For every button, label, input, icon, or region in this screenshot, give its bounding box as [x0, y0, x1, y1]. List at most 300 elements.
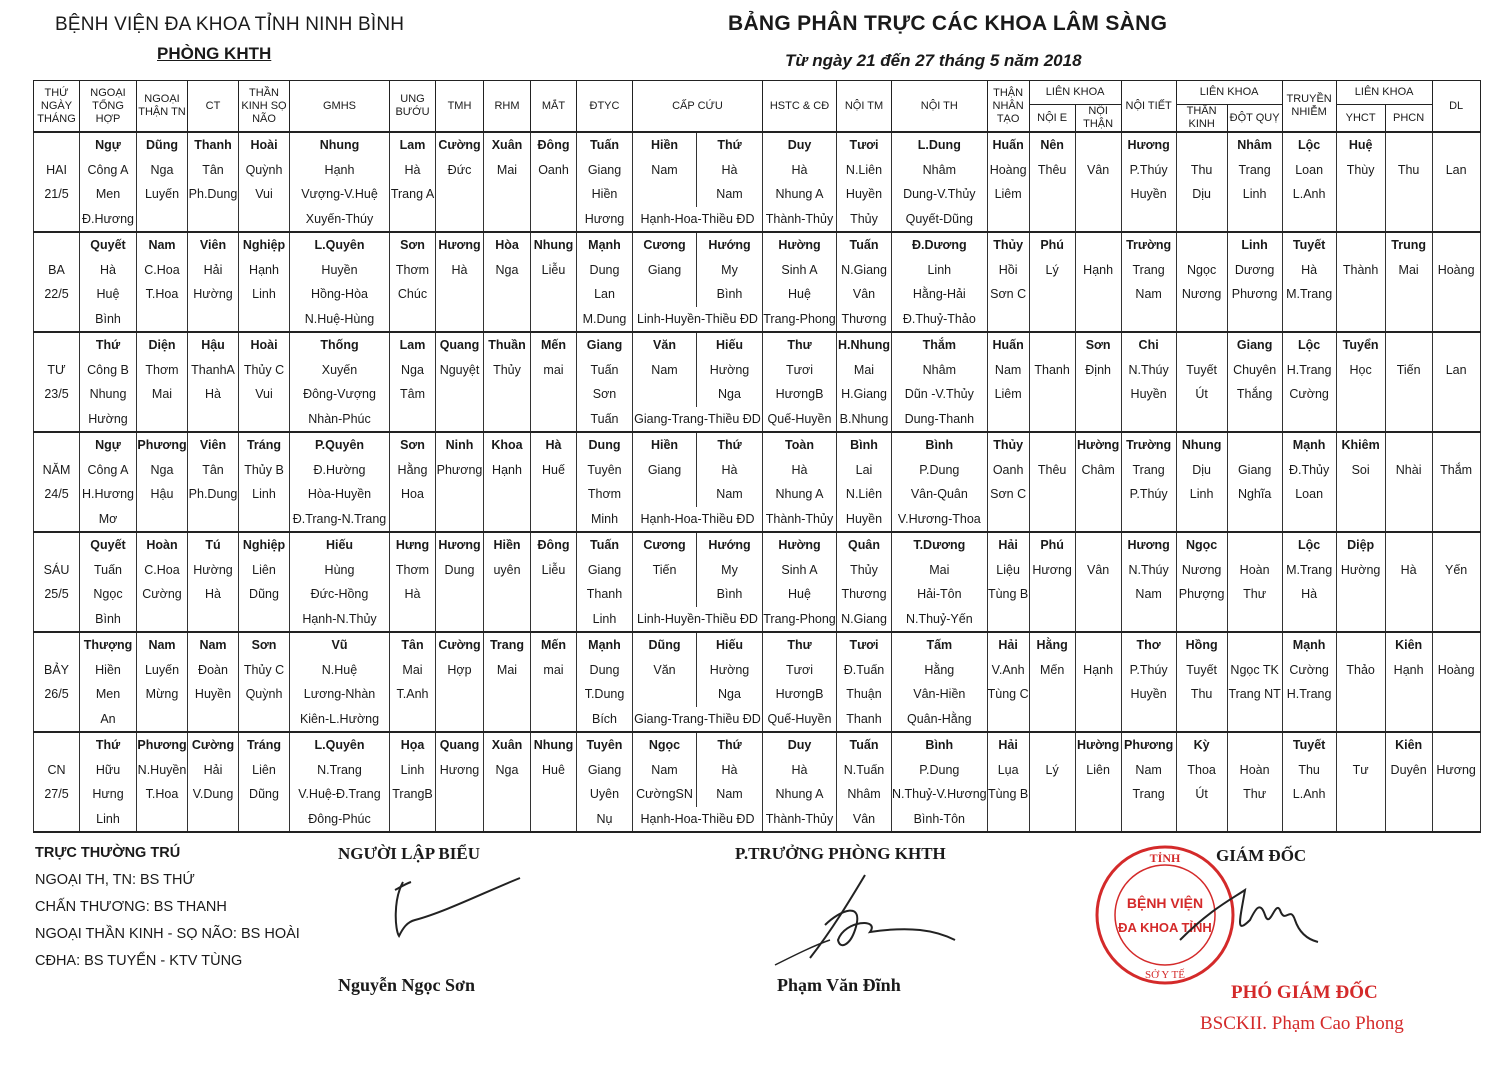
duty-cell: Tuyên [577, 458, 633, 483]
duty-cell: Đoàn [188, 658, 239, 683]
duty-cell: Thủy B [239, 458, 290, 483]
duty-cell [1432, 482, 1480, 507]
schedule-row [34, 158, 1481, 183]
duty-cell [1227, 507, 1282, 533]
col-dot-quy: ĐỘT QUỴ [1227, 105, 1282, 133]
duty-cell [188, 407, 239, 433]
duty-cell: Ngọc [633, 732, 697, 758]
duty-cell [436, 307, 484, 333]
duty-cell [1029, 482, 1075, 507]
duty-cell: Trang [1121, 782, 1176, 807]
col-ngoai-tn: NGOẠI THẬN TN [137, 81, 188, 133]
duty-cell: Hương [1121, 132, 1176, 158]
duty-cell: B.Nhung [837, 407, 892, 433]
duty-cell: Nhâm [1227, 132, 1282, 158]
day-cell [34, 707, 80, 733]
duty-cell [1121, 307, 1176, 333]
duty-cell: Linh [577, 607, 633, 633]
schedule-row [34, 307, 1481, 333]
duty-cell [188, 507, 239, 533]
duty-cell [1075, 182, 1121, 207]
duty-cell: Linh [1227, 182, 1282, 207]
duty-cell: CườngSN [633, 782, 697, 807]
duty-cell [1227, 407, 1282, 433]
duty-cell: Tùng B [987, 782, 1029, 807]
duty-cell [1029, 407, 1075, 433]
duty-cell [484, 607, 531, 633]
duty-cell: Thủy [837, 207, 892, 233]
duty-cell: Hiền [484, 532, 531, 558]
duty-cell [1227, 607, 1282, 633]
duty-cell [1176, 407, 1227, 433]
duty-cell: Đ.Dương [892, 232, 988, 258]
duty-cell: Nam [697, 782, 763, 807]
duty-cell: Hương [1029, 558, 1075, 583]
duty-cell: P.Quyên [290, 432, 390, 458]
duty-cell: Hậu [188, 332, 239, 358]
duty-cell: Linh-Huyền-Thiều ĐD [633, 307, 763, 333]
duty-cell: Nhung [531, 732, 577, 758]
duty-cell: Ngọc [80, 582, 137, 607]
duty-cell [1176, 132, 1227, 158]
duty-cell: N.Giang [837, 258, 892, 283]
duty-cell [1432, 382, 1480, 407]
duty-cell: Hữu [80, 758, 137, 783]
duty-cell: Nam [633, 758, 697, 783]
duty-cell: Thùy [1336, 158, 1385, 183]
schedule-row [34, 758, 1481, 783]
duty-cell [633, 282, 697, 307]
duty-cell: Viên [188, 232, 239, 258]
duty-cell: Nga [137, 158, 188, 183]
duty-cell: Giang-Trang-Thiều ĐD [633, 407, 763, 433]
duty-cell: Hoàng [1432, 258, 1480, 283]
duty-cell: Bình [892, 732, 988, 758]
duty-cell: Lý [1029, 758, 1075, 783]
duty-cell: Lộc [1282, 332, 1336, 358]
duty-cell: L.Quyên [290, 232, 390, 258]
duty-cell: Thơm [577, 482, 633, 507]
duty-cell: Bình [892, 432, 988, 458]
duty-cell: Bình [80, 607, 137, 633]
duty-cell: Đức [436, 158, 484, 183]
duty-cell [1385, 432, 1432, 458]
duty-cell: Hạnh [484, 458, 531, 483]
duty-cell [1432, 632, 1480, 658]
duty-cell: Hùng [290, 558, 390, 583]
duty-cell: Thủy [987, 232, 1029, 258]
duty-cell: T.Dung [577, 682, 633, 707]
day-cell [34, 507, 80, 533]
duty-cell: Dũng [239, 582, 290, 607]
duty-cell [1029, 507, 1075, 533]
duty-cell [436, 582, 484, 607]
duty-cell: Huyền [1121, 382, 1176, 407]
day-cell [34, 607, 80, 633]
duty-cell: N.Giang [837, 607, 892, 633]
col-tmh: TMH [436, 81, 484, 133]
duty-cell: Hạnh [1075, 658, 1121, 683]
duty-cell: Thủy C [239, 358, 290, 383]
duty-cell: Mai [484, 658, 531, 683]
duty-cell: Vân [837, 807, 892, 833]
duty-cell: Giang-Trang-Thiều ĐD [633, 707, 763, 733]
duty-cell: Tươi [837, 132, 892, 158]
page-title: BẢNG PHÂN TRỰC CÁC KHOA LÂM SÀNG [728, 12, 1168, 35]
duty-cell: Mai [1385, 258, 1432, 283]
duty-cell [1432, 582, 1480, 607]
duty-cell: My [697, 258, 763, 283]
resident-line: NGOẠI TH, TN: BS THỨ [35, 872, 195, 888]
duty-cell: Linh [1176, 482, 1227, 507]
duty-cell: T.Dương [892, 532, 988, 558]
duty-cell [531, 282, 577, 307]
duty-cell: T.Anh [390, 682, 436, 707]
duty-cell [1075, 532, 1121, 558]
duty-cell [239, 807, 290, 833]
duty-cell [137, 807, 188, 833]
duty-cell: Nương [1176, 282, 1227, 307]
duty-cell: Ph.Dung [188, 482, 239, 507]
duty-cell: Thứ [697, 432, 763, 458]
duty-cell [1075, 307, 1121, 333]
duty-cell: Thanh [188, 132, 239, 158]
duty-cell [1121, 207, 1176, 233]
duty-cell: Lộc [1282, 132, 1336, 158]
duty-cell: Thảo [1336, 658, 1385, 683]
duty-cell [1336, 507, 1385, 533]
duty-cell [1075, 282, 1121, 307]
duty-cell: Chuyên [1227, 358, 1282, 383]
duty-cell: Mạnh [1282, 632, 1336, 658]
duty-cell: Hường [1075, 432, 1121, 458]
duty-cell [1121, 407, 1176, 433]
duty-cell: Mạnh [577, 232, 633, 258]
duty-cell: Bình [697, 282, 763, 307]
duty-cell: Vũ [290, 632, 390, 658]
duty-cell: Loan [1282, 158, 1336, 183]
duty-cell: Tuấn [837, 232, 892, 258]
schedule-row [34, 682, 1481, 707]
schedule-row [34, 332, 1481, 358]
duty-cell: Quang [436, 332, 484, 358]
duty-cell: Quang [436, 732, 484, 758]
duty-cell [1336, 607, 1385, 633]
duty-cell: Vân-Quân [892, 482, 988, 507]
duty-cell: Dịu [1176, 458, 1227, 483]
col-noi-e: NỘI E [1029, 105, 1075, 133]
duty-cell: Nhâm [837, 782, 892, 807]
duty-cell: Đ.Thủy [1282, 458, 1336, 483]
duty-cell: M.Dung [577, 307, 633, 333]
duty-cell: Bình [80, 307, 137, 333]
duty-cell [1121, 507, 1176, 533]
duty-cell [1282, 207, 1336, 233]
duty-cell: Trang A [390, 182, 436, 207]
duty-cell: N.Huệ-Hùng [290, 307, 390, 333]
duty-cell: Phương [137, 432, 188, 458]
duty-cell: Mến [531, 632, 577, 658]
duty-cell: Linh [390, 758, 436, 783]
col-yhct: YHCT [1336, 105, 1385, 133]
duty-cell: Cường [1282, 382, 1336, 407]
duty-cell: Thanh [837, 707, 892, 733]
duty-cell [1385, 682, 1432, 707]
duty-cell: Ngọc [1176, 258, 1227, 283]
duty-cell [436, 682, 484, 707]
duty-cell: Hà [1385, 558, 1432, 583]
duty-cell: Lương-Nhàn [290, 682, 390, 707]
duty-cell: Giang [633, 258, 697, 283]
duty-cell: Công A [80, 158, 137, 183]
duty-cell: V.Huệ-Đ.Trang [290, 782, 390, 807]
duty-cell: My [697, 558, 763, 583]
duty-cell: Dũng [239, 782, 290, 807]
duty-cell: Thứ [80, 332, 137, 358]
duty-cell: Mai [892, 558, 988, 583]
duty-cell: Toàn [763, 432, 837, 458]
duty-cell: Liệu [987, 558, 1029, 583]
deputy-title: P.TRƯỞNG PHÒNG KHTH [735, 844, 946, 863]
duty-cell [531, 382, 577, 407]
duty-cell: Mến [531, 332, 577, 358]
schedule-row [34, 282, 1481, 307]
duty-cell [484, 782, 531, 807]
day-cell [34, 207, 80, 233]
duty-cell [1075, 207, 1121, 233]
duty-cell: Xuân [484, 132, 531, 158]
duty-cell: Cường [436, 632, 484, 658]
duty-cell [1075, 807, 1121, 833]
department-name: PHÒNG KHTH [157, 44, 272, 63]
duty-cell: Công B [80, 358, 137, 383]
duty-cell: Thương [837, 307, 892, 333]
duty-cell [390, 407, 436, 433]
duty-cell [484, 307, 531, 333]
duty-cell: Nhung [531, 232, 577, 258]
duty-cell [1336, 582, 1385, 607]
duty-cell [633, 582, 697, 607]
duty-cell: Hồng [1176, 632, 1227, 658]
duty-cell: Tiến [1385, 358, 1432, 383]
duty-cell: Họa [390, 732, 436, 758]
col-dl: DL [1432, 81, 1480, 133]
duty-cell: Oanh [531, 158, 577, 183]
duty-cell: Trang [1227, 158, 1282, 183]
day-cell [34, 132, 80, 158]
hospital-name: BỆNH VIỆN ĐA KHOA TỈNH NINH BÌNH [55, 14, 405, 35]
duty-cell: Hoa [390, 482, 436, 507]
day-cell [34, 807, 80, 833]
duty-cell: Thêu [1029, 458, 1075, 483]
duty-cell: Duyên [1385, 758, 1432, 783]
duty-cell: Hà [697, 158, 763, 183]
duty-cell: mai [531, 658, 577, 683]
duty-cell [1336, 407, 1385, 433]
duty-cell: Hương [1432, 758, 1480, 783]
duty-cell [1385, 182, 1432, 207]
duty-cell: Đông-Vượng [290, 382, 390, 407]
day-cell [34, 307, 80, 333]
day-cell: 22/5 [34, 282, 80, 307]
svg-text:BỆNH VIỆN: BỆNH VIỆN [1126, 895, 1204, 911]
duty-cell: Duy [763, 732, 837, 758]
duty-cell [1432, 182, 1480, 207]
duty-cell: T.Hoa [137, 782, 188, 807]
duty-cell: Phượng [1176, 582, 1227, 607]
duty-cell: Hậu [137, 482, 188, 507]
resident-line: CHẤN THƯƠNG: BS THANH [35, 899, 227, 915]
duty-cell [1176, 807, 1227, 833]
duty-cell: Thượng [80, 632, 137, 658]
duty-cell: Hoài [239, 132, 290, 158]
duty-cell [1029, 182, 1075, 207]
duty-cell: Huyền [837, 182, 892, 207]
duty-cell: Sinh A [763, 558, 837, 583]
duty-cell: Men [80, 682, 137, 707]
duty-cell: Hải [987, 532, 1029, 558]
duty-cell: Vân [1075, 158, 1121, 183]
duty-cell: Hiền [633, 432, 697, 458]
duty-cell [1282, 607, 1336, 633]
duty-cell: Cương [633, 232, 697, 258]
duty-cell [1029, 207, 1075, 233]
duty-cell: Tùng B [987, 582, 1029, 607]
col-noi-th: NỘI TH [892, 81, 988, 133]
duty-cell [1075, 707, 1121, 733]
duty-cell: Tráng [239, 432, 290, 458]
duty-cell: Lan [1432, 358, 1480, 383]
duty-cell: Tuấn [837, 732, 892, 758]
duty-cell [1336, 782, 1385, 807]
duty-cell [1432, 507, 1480, 533]
duty-cell: Thuần [484, 332, 531, 358]
duty-cell: N.Trang [290, 758, 390, 783]
duty-cell [987, 307, 1029, 333]
duty-cell [390, 307, 436, 333]
duty-cell [1385, 807, 1432, 833]
schedule-row [34, 182, 1481, 207]
duty-cell: Hiền [633, 132, 697, 158]
duty-cell [1336, 182, 1385, 207]
duty-cell: Lai [837, 458, 892, 483]
duty-cell: Hường [1075, 732, 1121, 758]
duty-cell [1432, 407, 1480, 433]
duty-cell [1432, 282, 1480, 307]
duty-cell: Kiên-L.Hường [290, 707, 390, 733]
duty-cell: Hà [188, 582, 239, 607]
duty-cell: Út [1176, 382, 1227, 407]
duty-cell: Tân [188, 158, 239, 183]
duty-cell: Hạnh [290, 158, 390, 183]
duty-cell [1029, 607, 1075, 633]
duty-cell: Tiến [633, 558, 697, 583]
duty-cell: Tươi [763, 658, 837, 683]
duty-cell: Sơn [577, 382, 633, 407]
duty-cell: Thơm [390, 558, 436, 583]
duty-cell [436, 207, 484, 233]
duty-cell [1227, 307, 1282, 333]
duty-cell: Huyền [290, 258, 390, 283]
duty-cell: Nga [697, 382, 763, 407]
duty-cell: Nghiệp [239, 232, 290, 258]
duty-cell [633, 382, 697, 407]
duty-cell: Thủy [837, 558, 892, 583]
day-cell [34, 407, 80, 433]
duty-cell: Hạnh-Hoa-Thiều ĐD [633, 507, 763, 533]
duty-cell: Thu [1176, 682, 1227, 707]
duty-cell: Chúc [390, 282, 436, 307]
duty-cell [987, 507, 1029, 533]
duty-cell: Nga [137, 458, 188, 483]
duty-cell: Nga [390, 358, 436, 383]
duty-cell: Vân [837, 282, 892, 307]
duty-cell [1432, 332, 1480, 358]
duty-cell [1282, 407, 1336, 433]
duty-cell: Dung [577, 658, 633, 683]
duty-cell: Liễu [531, 558, 577, 583]
duty-cell [1432, 607, 1480, 633]
duty-cell: Trung [1385, 232, 1432, 258]
duty-cell: Hiền [577, 182, 633, 207]
duty-cell: Hoài [239, 332, 290, 358]
duty-cell: V.Hương-Thoa [892, 507, 988, 533]
duty-cell: Nhâm [892, 158, 988, 183]
duty-cell [1029, 282, 1075, 307]
duty-cell [1075, 482, 1121, 507]
duty-cell: mai [531, 358, 577, 383]
schedule-row [34, 432, 1481, 458]
duty-cell: Phương [436, 458, 484, 483]
duty-cell [1075, 632, 1121, 658]
duty-cell [1336, 807, 1385, 833]
duty-cell: Mai [390, 658, 436, 683]
col-than-kinh: THẦN KINH [1176, 105, 1227, 133]
duty-cell: Linh [239, 282, 290, 307]
duty-cell: Hà [436, 258, 484, 283]
duty-cell [1227, 532, 1282, 558]
duty-cell: Huệ [80, 282, 137, 307]
duty-cell [1227, 207, 1282, 233]
duty-cell: P.Dung [892, 458, 988, 483]
duty-cell: Chi [1121, 332, 1176, 358]
duty-cell [1385, 207, 1432, 233]
schedule-row [34, 382, 1481, 407]
duty-cell: Khiêm [1336, 432, 1385, 458]
duty-cell [1385, 332, 1432, 358]
duty-cell: Thành [1336, 258, 1385, 283]
duty-cell: Xuân [484, 732, 531, 758]
col-cap-cuu: CẤP CỨU [633, 81, 763, 133]
col-noi-than: NỘI THẬN [1075, 105, 1121, 133]
duty-cell: Viên [188, 432, 239, 458]
duty-cell: Đông [531, 132, 577, 158]
col-hstc: HSTC & CĐ [763, 81, 837, 133]
duty-cell: Đ.Thuỷ-Thảo [892, 307, 988, 333]
duty-cell: Tuyết [1282, 232, 1336, 258]
duty-cell [1432, 807, 1480, 833]
duty-cell: Giang [1227, 332, 1282, 358]
duty-cell: Công A [80, 458, 137, 483]
duty-cell: Thắm [892, 332, 988, 358]
duty-cell: Định [1075, 358, 1121, 383]
col-group-lien-khoa-2: LIÊN KHOA [1176, 81, 1282, 105]
duty-cell: Thủy C [239, 658, 290, 683]
duty-cell: Hà [697, 458, 763, 483]
duty-cell: C.Hoa [137, 558, 188, 583]
preparer-name: Nguyễn Ngọc Sơn [338, 975, 475, 995]
duty-cell: Hà [188, 382, 239, 407]
